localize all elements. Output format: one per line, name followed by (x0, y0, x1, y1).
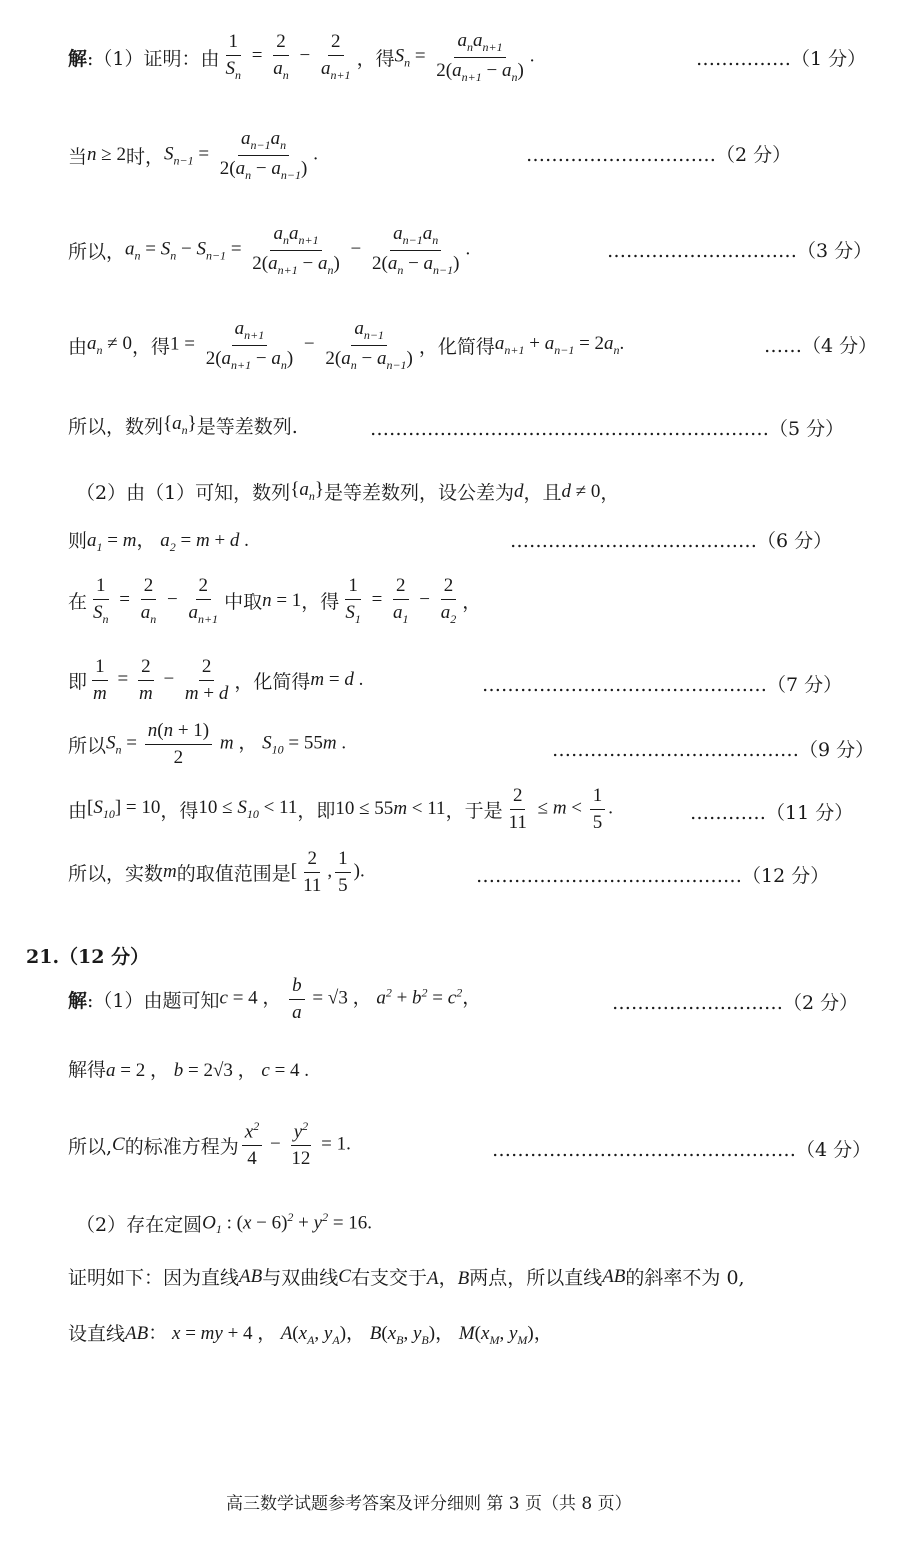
text: 证明如下：因为直线 (68, 1267, 240, 1289)
formula: $a_{n+1} + a_{n-1} = 2a_n$. (494, 332, 625, 357)
score-9: …………………………………（9 分） (552, 739, 875, 761)
text: 是等差数列，设公差为 (323, 482, 514, 504)
text: :（1）由题可知 (87, 989, 220, 1012)
q21-part1-line3 (68, 1120, 351, 1170)
text: 与双曲线 (262, 1267, 339, 1289)
solution-part1-line5 (68, 412, 298, 439)
formula: A，B (426, 1268, 470, 1289)
formula: d (513, 480, 524, 502)
formula: $\frac{2}{11}$ ≤ m < $\frac{1}{5}$ . (508, 785, 614, 833)
score-21-4: …………………………………………（4 分） (492, 1139, 872, 1161)
text: ，得 (160, 799, 199, 822)
text: ， (462, 591, 482, 614)
question-21-header: 21.（12 分） (26, 946, 150, 968)
solution-label: 解 (68, 47, 88, 70)
text: 所以，实数 (68, 862, 164, 885)
formula: $\frac{x^2}{4}$ − $\frac{y^2}{12}$ = 1. (239, 1120, 351, 1170)
solution-part1-line2 (68, 128, 318, 182)
text: 解得 (68, 1059, 107, 1081)
text: 由 (68, 335, 88, 358)
formula: AB： x = my + 4 ， $A(x_A$, $y_A$)， $B(x_B$, $y_B$)， $M(x_M$, $y_M$)， (125, 1323, 553, 1347)
solution-label: 解 (68, 989, 88, 1012)
formula: $[S_{10}] = 10$ (87, 796, 161, 821)
score-7: ………………………………………（7 分） (482, 674, 843, 696)
text: ，得 (131, 335, 170, 358)
score-4: ……（4 分） (764, 335, 878, 357)
text: 是等差数列. (196, 416, 298, 438)
text: 所以， (68, 240, 126, 263)
text: 的标准方程为 (124, 1135, 239, 1158)
solution-part2-line3 (68, 575, 481, 626)
formula: [ $\frac{2}{11}$ , $\frac{1}{5}$ ). (290, 848, 365, 896)
score-5: ………………………………………………………（5 分） (370, 418, 845, 440)
text: 则 (68, 530, 88, 553)
q21-part2-line1 (76, 1210, 372, 1237)
score-11: …………（11 分） (690, 802, 854, 824)
text: ，即 (297, 799, 336, 822)
score-6: …………………………………（6 分） (510, 530, 833, 552)
formula: $\frac{1}{S_1}$ = $\frac{2}{a_1}$ − $\frac{2}{a_2}$ (345, 575, 457, 626)
text: 的取值范围是 (176, 862, 291, 885)
formula: $\frac{1}{S_n}$ = $\frac{2}{a_n}$ − $\frac{2}{a_{n+1}}$ (93, 575, 219, 626)
solution-part1-line1 (68, 30, 535, 84)
text: 中取 (224, 591, 263, 614)
formula: n = 1 (262, 589, 302, 611)
text: ，于是 (445, 799, 503, 822)
solution-part2-line1 (76, 478, 619, 505)
formula: $S_n$ = $\frac{n(n + 1)}{2}$ m ， $S_{10} = 55m$ . (106, 720, 347, 768)
formula: m (163, 861, 177, 883)
formula: C (112, 1134, 125, 1155)
formula: c = 4 ， $\frac{b}{a}$ = √3 ， $a^2 + b^2 = c^2$， (219, 975, 482, 1023)
text: ， (600, 482, 620, 504)
formula: C (338, 1265, 351, 1287)
formula: $\{a_n\}$ (290, 479, 324, 503)
solution-part2-line5 (68, 720, 346, 769)
formula: m = d . (310, 669, 364, 691)
formula: 10 ≤ 55m < 11 (335, 798, 446, 820)
solution-part1-line3 (68, 223, 470, 277)
score-1: ……………（1 分） (696, 48, 867, 70)
text: 时， (125, 145, 164, 168)
formula: $\{a_n\}$ (163, 413, 197, 437)
formula: $S_n$ = $\frac{a_na_{n+1}}{2(a_{n+1} - a_n)}$ . (394, 30, 535, 84)
q21-part2-line2 (68, 1263, 745, 1290)
text: 的斜率不为 0, (625, 1267, 745, 1289)
score-2: …………………………（2 分） (526, 144, 792, 166)
solution-part1-line4 (68, 318, 624, 372)
q21-part1-line2 (68, 1055, 309, 1082)
formula: $\frac{1}{S_n}$ = $\frac{2}{a_n}$ − $\frac{2}{a_{n+1}}$ (225, 31, 351, 83)
formula: $O_1$ : $(x - 6)^2 + y^2 = 16$. (202, 1210, 373, 1237)
formula: 1 = $\frac{a_{n+1}}{2(a_{n+1} - a_n)}$ − $\frac{a_{n-1}}{2(a_n - a_{n-1})}$ (169, 318, 413, 372)
formula: AB (239, 1265, 263, 1287)
score-21-2: ………………………（2 分） (612, 992, 859, 1014)
q21-part1-line1 (68, 975, 481, 1024)
text: ，得 (301, 591, 340, 614)
solution-part2-line7 (68, 848, 365, 897)
text: 由 (68, 799, 88, 822)
formula: n ≥ 2 (87, 144, 126, 166)
formula: AB (602, 1265, 626, 1287)
page-footer: 高三数学试题参考答案及评分细则 第 3 页（共 8 页） (226, 1494, 632, 1514)
text: 右支交于 (350, 1267, 427, 1289)
text: 两点，所以直线 (469, 1267, 603, 1289)
solution-part2-line4 (68, 656, 363, 705)
q21-part2-line3 (68, 1318, 553, 1348)
text: :（1）证明：由 (87, 47, 220, 70)
text: 所以 (68, 734, 107, 757)
text: （2）存在定圆 (76, 1214, 203, 1237)
solution-part2-line2 (68, 525, 249, 555)
solution-part2-line6 (68, 785, 613, 834)
text: 所以, (68, 1135, 113, 1158)
text: ，得 (356, 47, 395, 70)
formula: $a_1 = m$， $a_2 = m + d$ . (87, 530, 249, 554)
score-12: ……………………………………（12 分） (476, 865, 830, 887)
formula: $S_{n-1}$ = $\frac{a_{n-1}a_n}{2(a_n - a_{n-1})}$ . (163, 128, 319, 182)
text: 在 (68, 591, 88, 614)
formula: $a_n = S_n - S_{n-1}$ = $\frac{a_na_{n+1}}{2(a_{n+1} - a_n)}$ − $\frac{a_{n-1}a_n}{2(a_n - a_{n-1})}$ . (125, 223, 471, 277)
formula: $a_n \ne 0$ (87, 332, 132, 357)
formula: $\frac{1}{m}$ = $\frac{2}{m}$ − $\frac{2}{m + d}$ (93, 656, 229, 704)
score-3: …………………………（3 分） (607, 240, 873, 262)
text: ，化简得 (234, 670, 311, 693)
text: ，且 (523, 482, 562, 504)
text: 设直线 (68, 1323, 126, 1346)
formula: a = 2 ， b = 2√3 ， c = 4 . (106, 1060, 310, 1081)
text: 即 (68, 670, 88, 693)
text: 所以，数列 (68, 416, 164, 438)
text: ，化简得 (418, 335, 495, 358)
formula: d ≠ 0 (561, 480, 601, 502)
text: （2）由（1）可知，数列 (76, 482, 291, 504)
formula: $10 \le S_{10} < 11$ (198, 796, 298, 821)
text: 当 (68, 145, 88, 168)
